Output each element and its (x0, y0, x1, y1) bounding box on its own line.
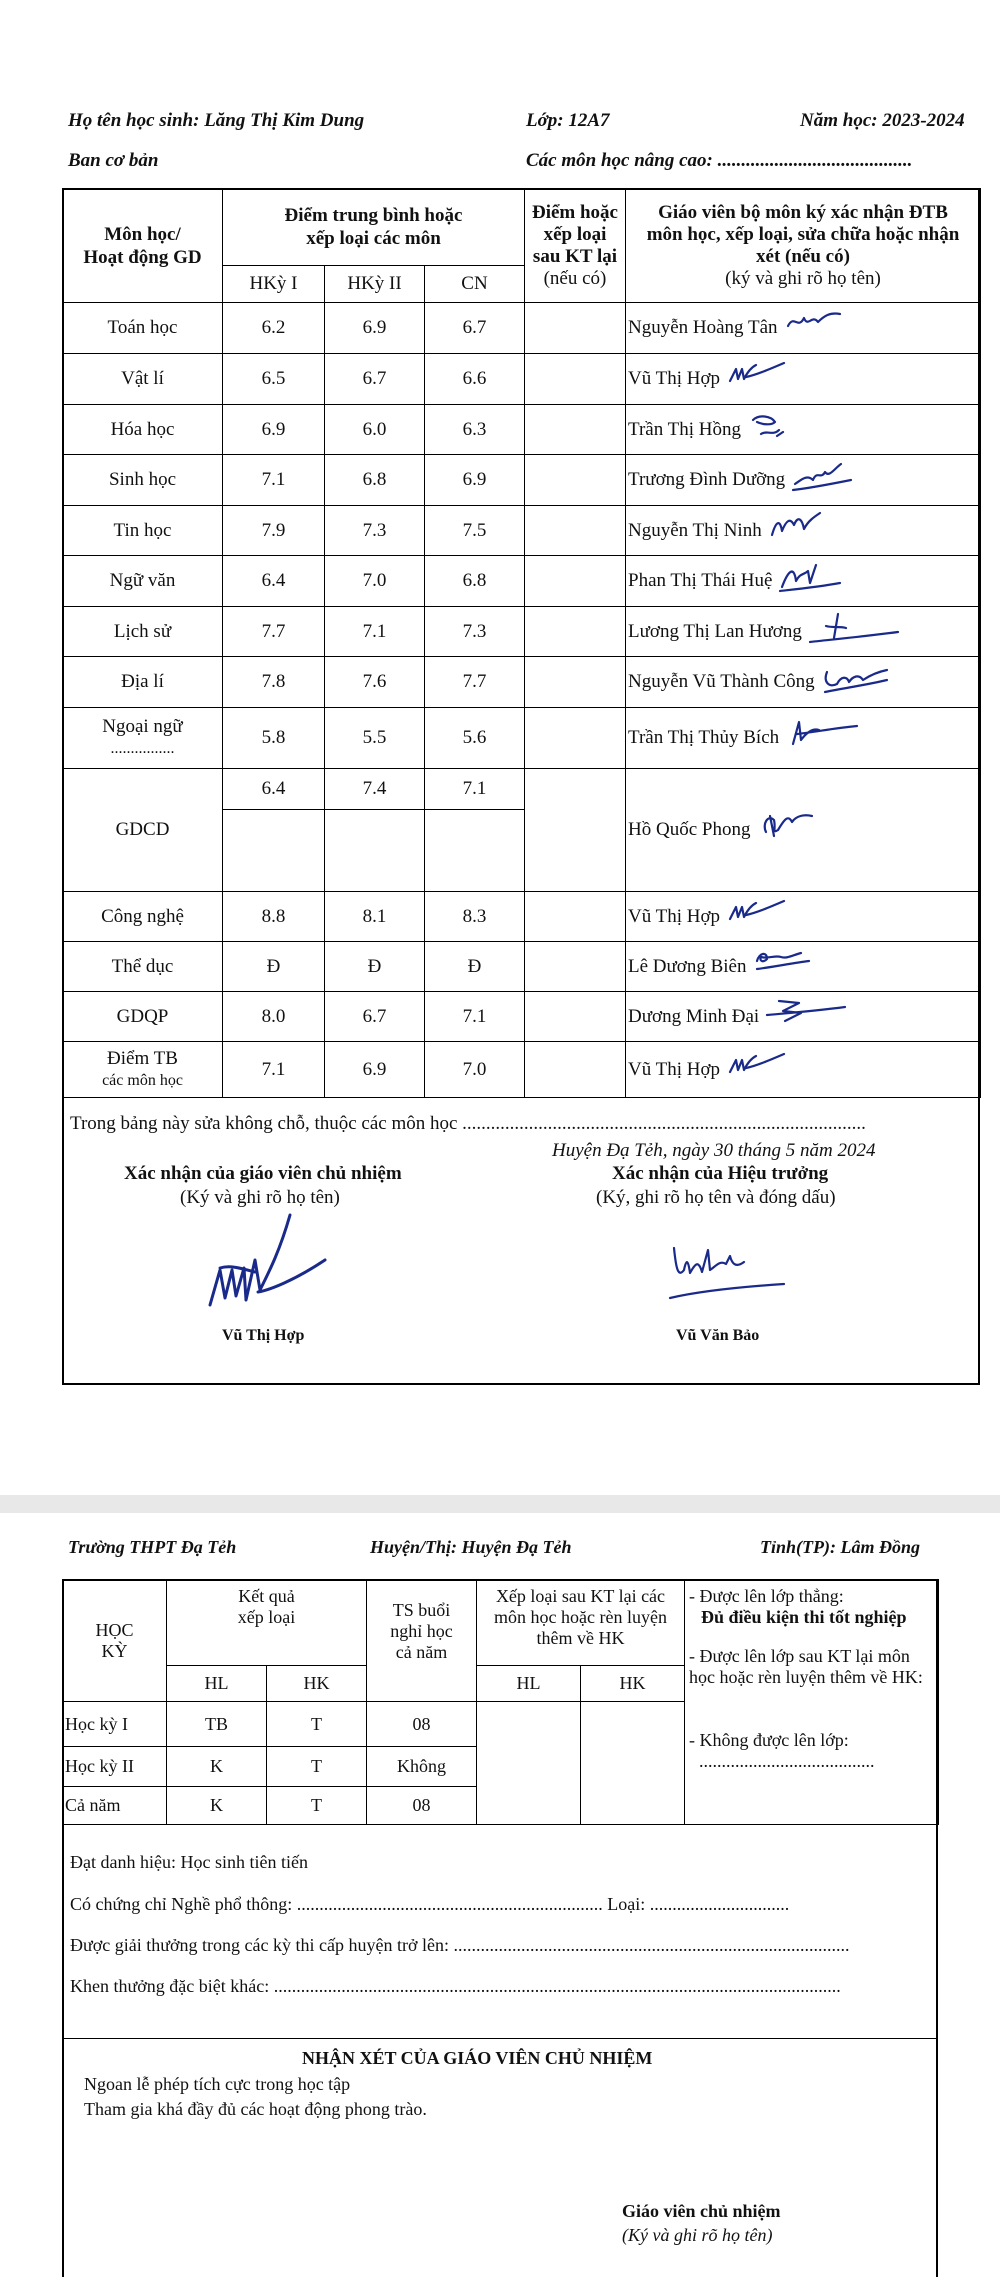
teacher-cell (626, 708, 981, 769)
retest-cell (525, 1042, 626, 1098)
hk1-score: 6.4 (223, 556, 325, 607)
cn-score: 7.3 (425, 607, 525, 657)
teacher-name: Trần Thị Hồng (628, 418, 741, 440)
subject-sub: ................ (110, 740, 175, 757)
hk1-score: 5.8 (223, 708, 325, 769)
subject-cell (63, 942, 223, 992)
track: Ban cơ bản (68, 150, 159, 171)
hk2-score-value: 7.4 (325, 769, 424, 810)
teacher-signature (808, 612, 900, 652)
header-teacher: Giáo viên bộ môn ký xác nhận ĐTB môn học, xếp loại, sửa chữa hoặc nhận xét (nếu có) (ký và ghi rõ họ tên) (626, 189, 981, 303)
cn-score: 6.7 (425, 303, 525, 354)
comment-line-2: Tham gia khá đầy đủ các hoạt động phong trào. (84, 2099, 427, 2119)
subject-name: Công nghệ (101, 905, 184, 927)
teacher-cell (626, 354, 981, 405)
province: Tỉnh(TP): Lâm Đồng (760, 1537, 920, 1557)
teacher-name: Vũ Thị Hợp (628, 1058, 721, 1080)
subject-cell (63, 769, 223, 892)
subject-cell (63, 657, 223, 708)
teacher-name: Nguyễn Thị Ninh (628, 519, 762, 541)
grade-row (63, 303, 981, 354)
header-hl-retest: HL (477, 1666, 581, 1702)
grade-row (63, 892, 981, 942)
header-hk-retest: HK (581, 1666, 685, 1702)
subject-name: Ngữ văn (109, 570, 176, 591)
subject-name: Hóa học (110, 418, 175, 440)
hk1-score (223, 769, 325, 892)
hk2-score: 8.1 (325, 892, 425, 942)
retest-cell (525, 892, 626, 942)
cn-score: 7.0 (425, 1042, 525, 1098)
teacher-signature (791, 460, 883, 500)
hk1-score: 6.5 (223, 354, 325, 405)
teacher-cell (626, 556, 981, 607)
hk2-score: 6.7 (325, 992, 425, 1042)
teacher-signature (726, 1050, 818, 1090)
hk1-score: 6.9 (223, 405, 325, 455)
hk2-score: 6.7 (325, 354, 425, 405)
cn-score: Đ (425, 942, 525, 992)
retest-cell (525, 556, 626, 607)
grade-row (63, 708, 981, 769)
teacher-cell (626, 942, 981, 992)
teacher-name: Vũ Thị Hợp (628, 905, 721, 927)
term-row-hl: K (167, 1747, 267, 1787)
teacher-name: Lê Dương Biên (628, 955, 747, 977)
teacher-cell (626, 769, 981, 892)
page-separator (0, 1495, 1000, 1513)
teacher-signature (778, 561, 870, 601)
subject-cell (63, 892, 223, 942)
homeroom-teacher-label: Giáo viên chủ nhiệm (622, 2201, 781, 2221)
hk1-score: 7.1 (223, 455, 325, 506)
subject-sub: các môn học (102, 1071, 183, 1089)
retest-cell (525, 992, 626, 1042)
subject-cell (63, 1042, 223, 1098)
teacher-signature (768, 511, 860, 551)
hk1-score-value: 6.4 (223, 769, 324, 810)
hk2-score: 7.3 (325, 506, 425, 556)
subject-name: Thể dục (111, 955, 174, 977)
cn-score: 7.7 (425, 657, 525, 708)
principal-signature (664, 1228, 804, 1308)
teacher-cell (626, 303, 981, 354)
transcript-page-2 (0, 1513, 1000, 2277)
hk1-score: 8.8 (223, 892, 325, 942)
term-row-hl: K (167, 1787, 267, 1825)
header-avg-group: Điểm trung bình hoặc xếp loại các môn (223, 189, 525, 266)
teacher-cell (626, 506, 981, 556)
hk2-score: 7.0 (325, 556, 425, 607)
hk1-score: 7.1 (223, 1042, 325, 1098)
grade-row (63, 769, 981, 892)
principal-confirm-sub: (Ký, ghi rõ họ tên và đóng dấu) (596, 1187, 836, 1208)
cn-score-value: 7.1 (425, 769, 524, 810)
special-reward: Khen thưởng đặc biệt khác: .............................................................................................................................. (70, 1976, 841, 1996)
class-name: Lớp: 12A7 (526, 110, 610, 131)
header-cn: CN (425, 266, 525, 303)
hk1-score: 8.0 (223, 992, 325, 1042)
teacher-name: Trần Thị Thủy Bích (628, 727, 780, 748)
homeroom-signature (200, 1210, 340, 1320)
grade-row (63, 992, 981, 1042)
subject-name: Sinh học (108, 469, 177, 490)
hk1-score: 6.2 (223, 303, 325, 354)
teacher-name: Dương Minh Đại (628, 1005, 760, 1027)
advanced-subjects: Các môn học nâng cao: ......................................... (526, 150, 913, 171)
header-hk1: HKỳ I (223, 266, 325, 303)
retest-hk-blank (581, 1702, 685, 1825)
header-hl: HL (167, 1666, 267, 1702)
grade-row (63, 506, 981, 556)
teacher-name: Nguyễn Vũ Thành Công (628, 671, 815, 692)
subject-name: GDCD (115, 819, 170, 840)
teacher-cell (626, 657, 981, 708)
cn-score: 6.9 (425, 455, 525, 506)
teacher-signature (785, 718, 877, 758)
comment-divider (62, 2038, 938, 2039)
header-subject: Môn học/ Hoạt động GD (63, 189, 223, 303)
place-date: Huyện Đạ Tẻh, ngày 30 tháng 5 năm 2024 (552, 1140, 876, 1161)
header-hk: HK (267, 1666, 367, 1702)
hk2-score: 5.5 (325, 708, 425, 769)
hk2-score: 6.8 (325, 455, 425, 506)
subject-cell (63, 708, 223, 769)
term-row-hl: TB (167, 1702, 267, 1747)
term-row-absent: 08 (367, 1702, 477, 1747)
subject-name: Tin học (113, 519, 172, 541)
hk1-score: Đ (223, 942, 325, 992)
principal-confirm: Xác nhận của Hiệu trưởng (612, 1163, 829, 1184)
homeroom-name: Vũ Thị Hợp (222, 1327, 305, 1344)
prize: Được giải thưởng trong các kỳ thi cấp huyện trở lên: ........................................................................................ (70, 1935, 850, 1955)
subject-cell (63, 506, 223, 556)
subject-name: Lịch sử (113, 620, 172, 642)
header-term: HỌC KỲ (63, 1580, 167, 1702)
cn-score: 6.3 (425, 405, 525, 455)
cn-score: 5.6 (425, 708, 525, 769)
subject-name: Địa lí (121, 671, 164, 692)
subject-cell (63, 303, 223, 354)
subject-name: Toán học (107, 317, 178, 338)
cn-score: 6.6 (425, 354, 525, 405)
hk1-score: 7.7 (223, 607, 325, 657)
teacher-signature (726, 897, 818, 937)
retest-cell (525, 942, 626, 992)
term-row-hk: T (267, 1747, 367, 1787)
grade-row (63, 354, 981, 405)
cn-score: 8.3 (425, 892, 525, 942)
retest-cell (525, 303, 626, 354)
retest-hl-blank (477, 1702, 581, 1825)
teacher-signature (747, 410, 839, 450)
teacher-signature (753, 947, 845, 987)
retest-cell (525, 506, 626, 556)
school-name: Trường THPT Đạ Tẻh (68, 1537, 237, 1557)
teacher-name: Hồ Quốc Phong (628, 819, 751, 840)
comment-title: NHẬN XÉT CỦA GIÁO VIÊN CHỦ NHIỆM (302, 2048, 653, 2068)
grade-row (63, 405, 981, 455)
cn-score: 6.8 (425, 556, 525, 607)
subject-cell (63, 556, 223, 607)
term-row-label: Học kỳ II (63, 1747, 167, 1787)
retest-cell (525, 455, 626, 506)
teacher-name: Lương Thị Lan Hương (628, 620, 802, 642)
grade-row (63, 942, 981, 992)
teacher-signature (765, 997, 857, 1037)
hk1-score: 7.8 (223, 657, 325, 708)
hk2-score: 6.0 (325, 405, 425, 455)
conduct-table (62, 1579, 939, 1825)
header-result: Kết quả xếp loại (167, 1580, 367, 1666)
term-row-absent: 08 (367, 1787, 477, 1825)
teacher-cell (626, 1042, 981, 1098)
teacher-cell (626, 992, 981, 1042)
homeroom-confirm-sub: (Ký và ghi rõ họ tên) (180, 1187, 340, 1208)
header-retest-conduct: Xếp loại sau KT lại các môn học hoặc rèn luyện thêm về HK (477, 1580, 685, 1666)
homeroom-confirm: Xác nhận của giáo viên chủ nhiệm (124, 1163, 402, 1184)
subject-cell (63, 405, 223, 455)
teacher-name: Phan Thị Thái Huệ (628, 570, 773, 591)
term-row-absent: Không (367, 1747, 477, 1787)
hk2-score: 7.1 (325, 607, 425, 657)
term-row-label: Học kỳ I (63, 1702, 167, 1747)
hk2-score: 7.6 (325, 657, 425, 708)
subject-name: Điểm TB (107, 1047, 178, 1069)
retest-cell (525, 607, 626, 657)
teacher-signature (726, 359, 818, 399)
header-retest: Điểm hoặc xếp loại sau KT lại (nếu có) (525, 189, 626, 303)
comment-line-1: Ngoan lễ phép tích cực trong học tập (84, 2074, 351, 2094)
subject-cell (63, 455, 223, 506)
hk2-score: Đ (325, 942, 425, 992)
promotion-cell: - Được lên lớp thẳng: Đủ điều kiện thi tốt nghiệp - Được lên lớp sau KT lại môn học hoặc rèn luyện thêm về HK: - Không được lên lớp: ....................................... (685, 1580, 939, 1825)
retest-cell (525, 708, 626, 769)
retest-cell (525, 405, 626, 455)
grades-table (62, 188, 981, 1098)
district: Huyện/Thị: Huyện Đạ Tẻh (370, 1537, 572, 1557)
homeroom-teacher-sub: (Ký và ghi rõ họ tên) (622, 2225, 773, 2245)
retest-cell (525, 769, 626, 892)
grade-row (63, 607, 981, 657)
hk2-score: 6.9 (325, 1042, 425, 1098)
teacher-cell (626, 455, 981, 506)
student-name: Họ tên học sinh: Lăng Thị Kim Dung (68, 110, 365, 131)
retest-cell (525, 354, 626, 405)
subject-cell (63, 992, 223, 1042)
principal-name: Vũ Văn Bảo (676, 1327, 760, 1344)
grade-row (63, 1042, 981, 1098)
cn-score: 7.1 (425, 992, 525, 1042)
cn-score: 7.5 (425, 506, 525, 556)
school-year: Năm học: 2023-2024 (800, 110, 965, 131)
term-row-hk: T (267, 1787, 367, 1825)
teacher-name: Nguyễn Hoàng Tân (628, 317, 778, 338)
term-row-label: Cả năm (63, 1787, 167, 1825)
grade-row (63, 556, 981, 607)
teacher-signature (784, 308, 876, 348)
hk1-score: 7.9 (223, 506, 325, 556)
subject-cell (63, 354, 223, 405)
teacher-name: Vũ Thị Hợp (628, 368, 721, 389)
subject-name: Ngoại ngữ (102, 716, 183, 737)
header-absent: TS buổi nghỉ học cả năm (367, 1580, 477, 1702)
correction-note: Trong bảng này sửa không chỗ, thuộc các môn học ..................................................................................... (70, 1113, 866, 1134)
teacher-signature (756, 810, 848, 850)
subject-name: Vật lí (121, 368, 164, 389)
cn-score (425, 769, 525, 892)
hk2-score: 6.9 (325, 303, 425, 354)
header-hk2: HKỳ II (325, 266, 425, 303)
teacher-cell (626, 607, 981, 657)
hk2-score (325, 769, 425, 892)
title-award: Đạt danh hiệu: Học sinh tiên tiến (70, 1852, 308, 1872)
subject-name: GDQP (116, 1005, 169, 1027)
teacher-name: Trương Đình Dưỡng (628, 469, 786, 490)
teacher-cell (626, 405, 981, 455)
subject-cell (63, 607, 223, 657)
vocational-cert: Có chứng chỉ Nghề phổ thông: .................................................................... Loại: ............................... (70, 1894, 790, 1914)
term-row-hk: T (267, 1702, 367, 1747)
retest-cell (525, 657, 626, 708)
teacher-signature (821, 662, 913, 702)
grade-row (63, 657, 981, 708)
teacher-cell (626, 892, 981, 942)
grade-row (63, 455, 981, 506)
